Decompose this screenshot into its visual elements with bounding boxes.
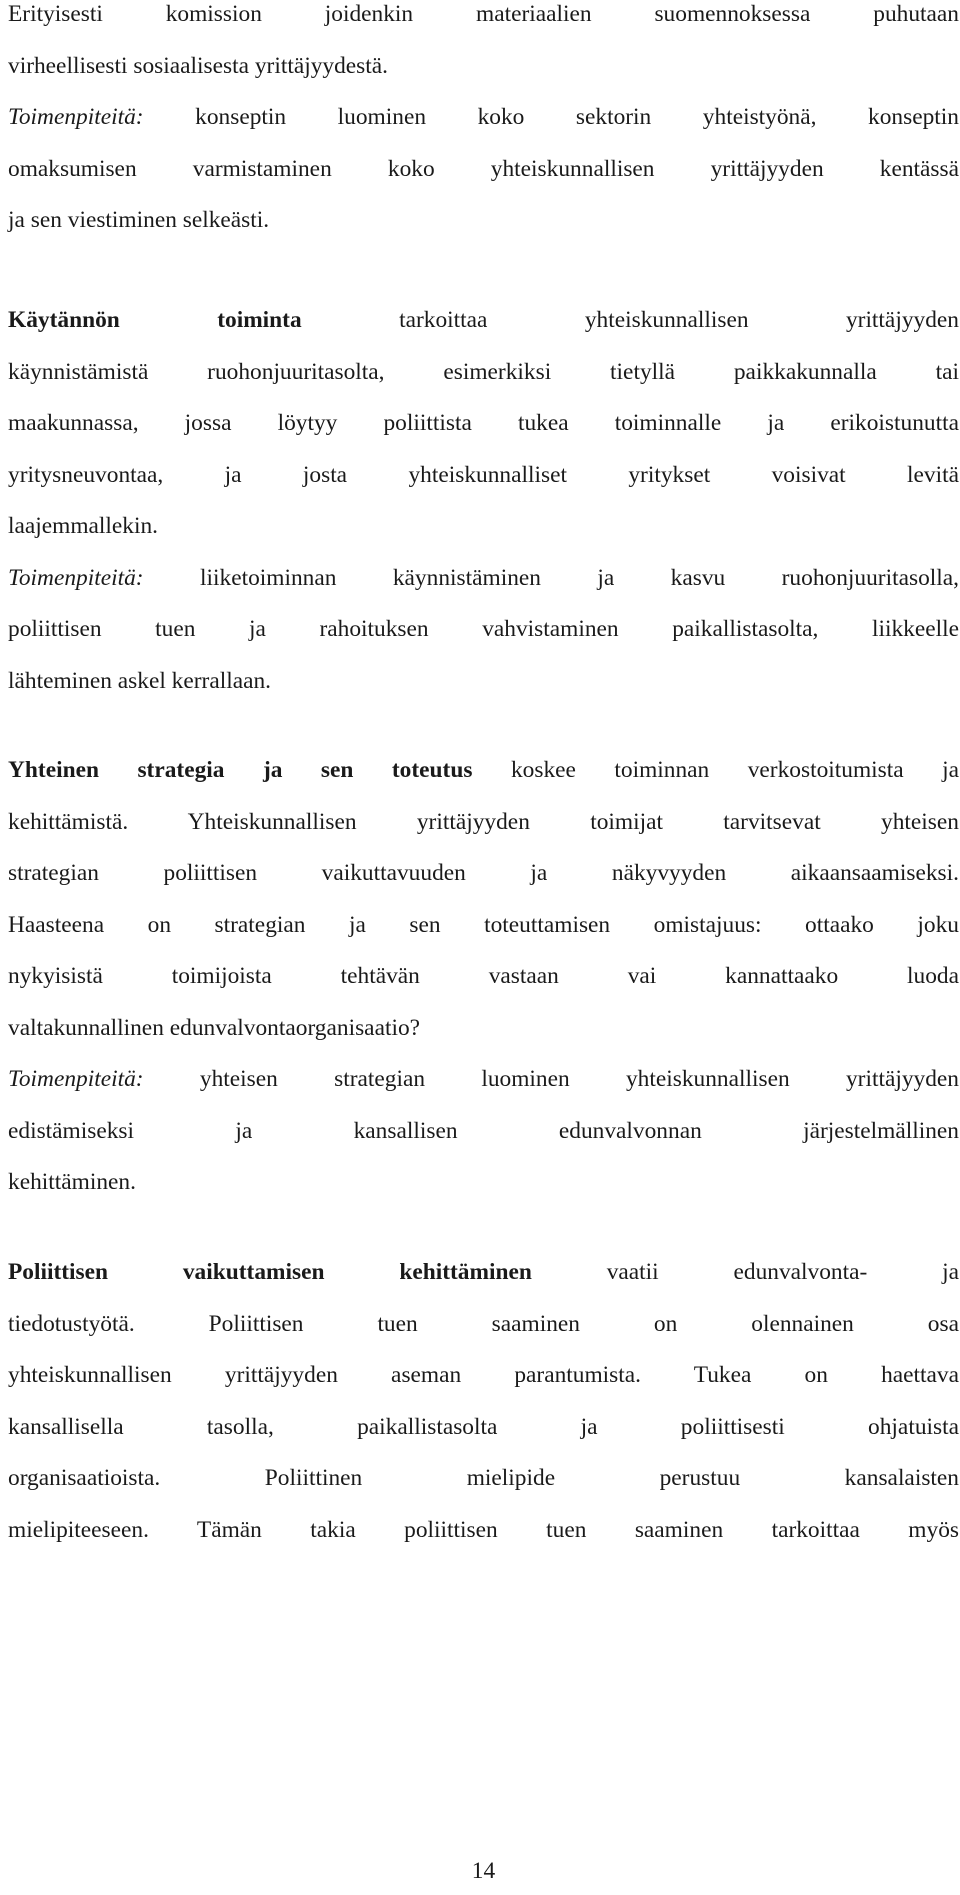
bold-term: Yhteinen strategia ja sen toteutus bbox=[8, 757, 473, 783]
text-line: yhteiskunnallisen yrittäjyyden aseman parantumista. Tukea on haettava bbox=[8, 1362, 959, 1388]
text-line: omaksumisen varmistaminen koko yhteiskunnallisen yrittäjyyden kentässä bbox=[8, 155, 959, 182]
text-line: laajemmallekin. bbox=[8, 513, 159, 539]
text-line: maakunnassa, jossa löytyy poliittista tukea toiminnalle ja erikoistunutta bbox=[8, 410, 959, 436]
text-line: valtakunnallinen edunvalvontaorganisaatio? bbox=[8, 1014, 421, 1041]
text-line: Haasteena on strategian ja sen toteuttamisen omistajuus: ottaako joku bbox=[8, 911, 959, 938]
action-line bbox=[8, 92, 959, 144]
action-line bbox=[8, 553, 959, 605]
text-line: strategian poliittisen vaikuttavuuden ja näkyvyyden aikaansaamiseksi. bbox=[8, 860, 959, 886]
intro-paragraph bbox=[8, 0, 959, 247]
action-label: Toimenpiteitä: bbox=[8, 104, 144, 130]
text-fragment: tarkoittaa yhteiskunnallisen yrittäjyyden bbox=[399, 307, 959, 333]
text-line: tiedotustyötä. Poliittisen tuen saaminen on olennainen osa bbox=[8, 1310, 959, 1337]
text-line bbox=[8, 1247, 959, 1299]
text-fragment: konseptin luominen koko sektorin yhteistyönä, konseptin bbox=[195, 104, 959, 130]
text-line: poliittisen tuen ja rahoituksen vahvistaminen paikallistasolta, liikkeelle bbox=[8, 616, 959, 642]
bold-term: Poliittisen vaikuttamisen kehittäminen bbox=[8, 1259, 532, 1285]
kaytannon-toiminta-paragraph bbox=[8, 295, 959, 707]
yhteinen-strategia-paragraph bbox=[8, 745, 959, 1209]
text-line: lähteminen askel kerrallaan. bbox=[8, 667, 272, 694]
bold-term: Käytännön toiminta bbox=[8, 307, 302, 333]
text-line: kehittämistä. Yhteiskunnallisen yrittäjyyden toimijat tarvitsevat yhteisen bbox=[8, 808, 959, 835]
action-line bbox=[8, 1054, 959, 1106]
text-line: virheellisesti sosiaalisesta yrittäjyydestä. bbox=[8, 52, 389, 79]
action-label: Toimenpiteitä: bbox=[8, 1066, 144, 1092]
text-line bbox=[8, 745, 959, 797]
text-line: kansallisella tasolla, paikallistasolta ja poliittisesti ohjatuista bbox=[8, 1413, 959, 1440]
text-fragment: koskee toiminnan verkostoitumista ja bbox=[510, 757, 959, 783]
text-line: ja sen viestiminen selkeästi. bbox=[8, 207, 270, 233]
text-fragment: yhteisen strategian luominen yhteiskunnallisen yrittäjyyden bbox=[199, 1066, 959, 1092]
text-line: yritysneuvontaa, ja josta yhteiskunnalliset yritykset voisivat levitä bbox=[8, 461, 959, 488]
poliittinen-vaikuttaminen-paragraph bbox=[8, 1247, 959, 1556]
text-line bbox=[8, 295, 959, 347]
text-line: organisaatioista. Poliittinen mielipide perustuu kansalaisten bbox=[8, 1465, 959, 1491]
page-number: 14 bbox=[471, 1858, 496, 1884]
text-line: käynnistämistä ruohonjuuritasolta, esimerkiksi tietyllä paikkakunnalla tai bbox=[8, 358, 959, 385]
text-line: kehittäminen. bbox=[8, 1169, 136, 1195]
text-line: nykyisistä toimijoista tehtävän vastaan vai kannattaako luoda bbox=[8, 963, 959, 989]
text-line: Erityisesti komission joidenkin materiaalien suomennoksessa puhutaan bbox=[8, 1, 959, 27]
text-fragment: vaatii edunvalvonta- ja bbox=[606, 1259, 959, 1285]
action-label: Toimenpiteitä: bbox=[8, 564, 144, 591]
text-line: mielipiteeseen. Tämän takia poliittisen tuen saaminen tarkoittaa myös bbox=[8, 1516, 959, 1543]
text-fragment: liiketoiminnan käynnistäminen ja kasvu ruohonjuuritasolla, bbox=[200, 564, 959, 591]
text-line: edistämiseksi ja kansallisen edunvalvonnan järjestelmällinen bbox=[8, 1117, 959, 1144]
